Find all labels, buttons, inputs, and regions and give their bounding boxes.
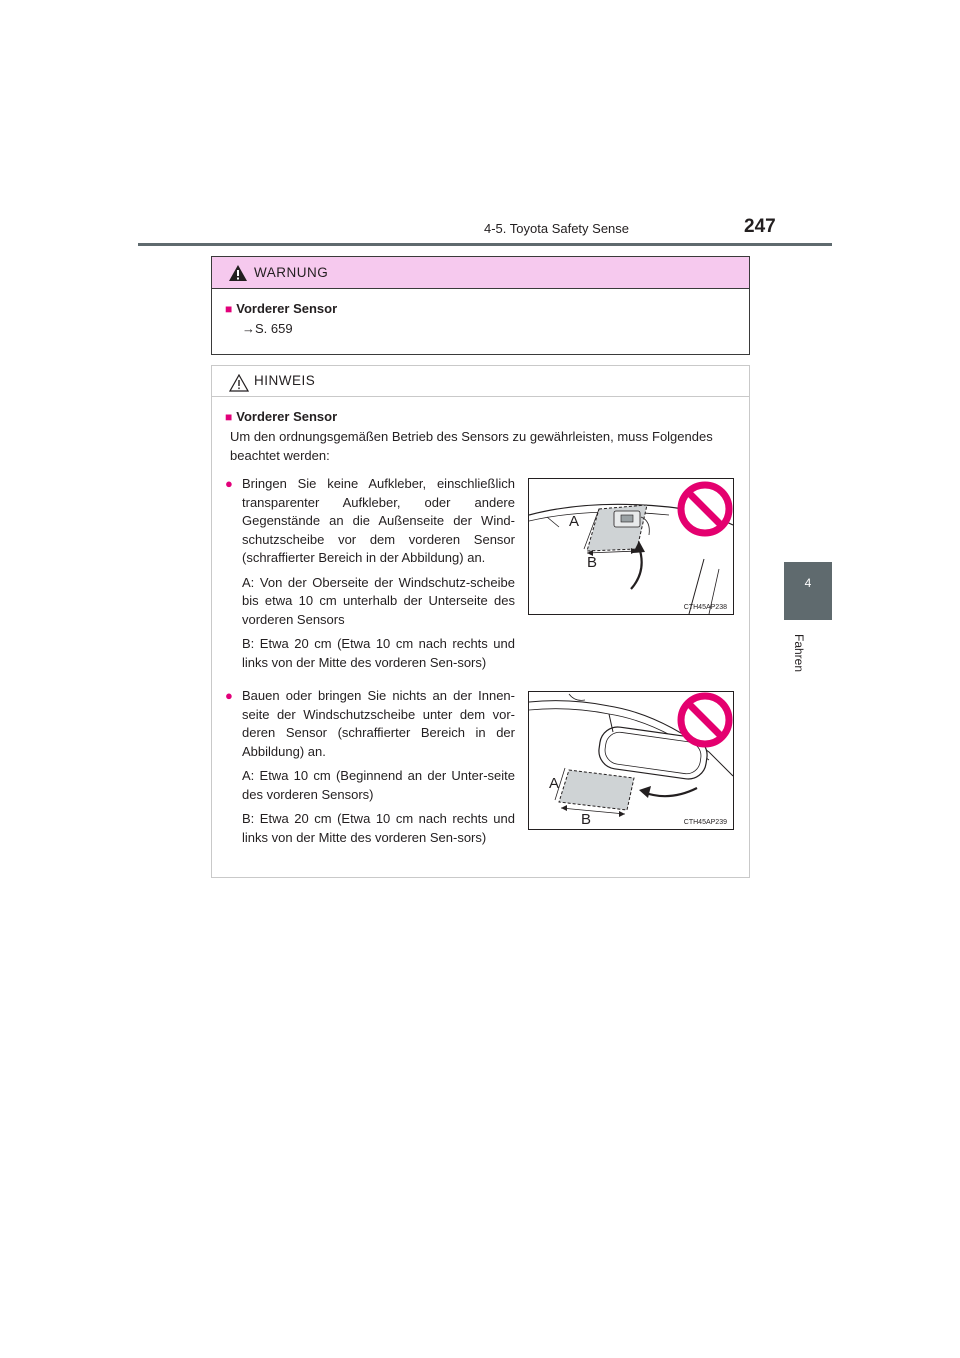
windshield-inside-illustration	[529, 692, 733, 829]
page-number: 247	[744, 216, 776, 237]
header-divider	[138, 243, 832, 246]
notice-title: HINWEIS	[254, 373, 316, 388]
item-text: Bringen Sie keine Aufkleber, einschließlich transparenter Aufkleber, oder andere Gegenstände an die Außenseite der Wind-schutzscheibe vor dem vorderen Sensor (schraffierter Bereich in der Abbildung) an.	[242, 476, 515, 565]
label-b: B	[587, 554, 598, 571]
figure-inside-windshield	[528, 691, 734, 830]
item-b-text: B: Etwa 20 cm (Etwa 10 cm nach rechts und links von der Mitte des vorderen Sen-sors)	[242, 636, 515, 670]
item-a-text: A: Etwa 10 cm (Beginnend an der Unter-seite des vorderen Sensors)	[242, 768, 515, 802]
notice-heading-text: Vorderer Sensor	[236, 409, 338, 424]
figure-id: CTH45AP238	[683, 604, 727, 611]
chapter-tab[interactable]	[784, 562, 832, 620]
notice-section-heading	[225, 409, 337, 424]
label-b: B	[581, 811, 592, 828]
item-b-text: B: Etwa 20 cm (Etwa 10 cm nach rechts und links von der Mitte des vorderen Sen-sors)	[242, 811, 515, 845]
figure-id: CTH45AP239	[683, 819, 727, 826]
list-item	[225, 475, 515, 678]
caution-triangle-icon	[229, 374, 249, 392]
notice-intro: Um den ordnungsgemäßen Betrieb des Sensors zu gewährleisten, muss Folgendes beachtet werden:	[230, 429, 713, 463]
warning-title: WARNUNG	[254, 265, 329, 280]
windshield-outside-illustration	[529, 479, 733, 614]
circle-bullet-icon: ●	[225, 688, 233, 703]
warning-section-heading	[225, 301, 337, 316]
square-bullet-icon: ■	[225, 410, 233, 424]
warning-triangle-icon	[229, 265, 247, 281]
circle-bullet-icon: ●	[225, 476, 233, 491]
page-reference-link[interactable]: →S. 659	[242, 321, 293, 336]
section-title: 4-5. Toyota Safety Sense	[484, 221, 630, 236]
item-text: Bauen oder bringen Sie nichts an der Innen-seite der Windschutzscheibe unter dem vor-deren Sensor (schraffierter Bereich in der Abbildung) an.	[242, 688, 515, 759]
label-a: A	[569, 513, 580, 530]
warning-header	[212, 257, 749, 289]
notice-box	[211, 365, 750, 878]
warning-heading-text: Vorderer Sensor	[236, 301, 338, 316]
chapter-number: 4	[804, 576, 812, 590]
figure-outside-windshield	[528, 478, 734, 615]
notice-header	[212, 366, 749, 397]
list-item	[225, 687, 515, 853]
label-a: A	[549, 775, 560, 792]
item-a-text: A: Von der Oberseite der Windschutz-scheibe bis etwa 10 cm unterhalb der Unterseite des vorderen Sensors	[242, 574, 515, 627]
square-bullet-icon: ■	[225, 302, 233, 316]
chapter-label: Fahren	[792, 634, 806, 673]
warning-box	[211, 256, 750, 355]
